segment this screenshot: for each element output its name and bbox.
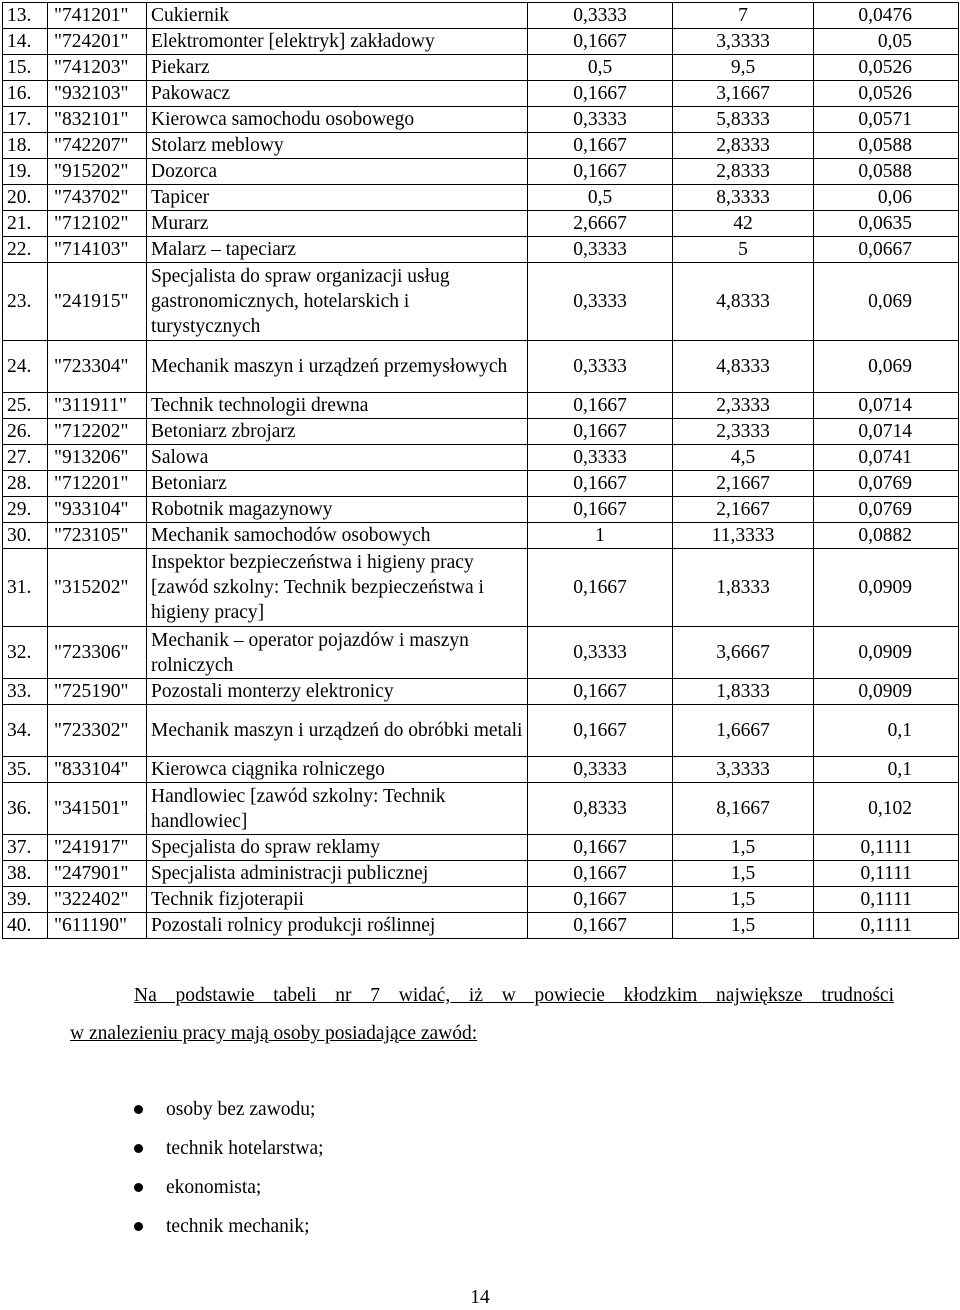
row-number-cell: 30. [3,523,48,549]
row-number-cell: 20. [3,185,48,211]
value-1-cell: 0,3333 [528,237,673,263]
occupation-code-cell: "315202" [48,549,147,627]
value-3-cell: 0,06 [814,185,959,211]
value-2-cell: 8,1667 [673,783,814,835]
table-row [3,107,959,133]
occupation-code-cell: "832101" [48,107,147,133]
value-2-cell: 8,3333 [673,185,814,211]
value-2-cell: 3,3333 [673,757,814,783]
value-2-cell: 2,8333 [673,159,814,185]
table-row [3,263,959,341]
table-row [3,29,959,55]
value-3-cell: 0,0909 [814,549,959,627]
value-3-cell: 0,0769 [814,497,959,523]
occupation-name-cell: Technik fizjoterapii [147,887,528,913]
value-3-cell: 0,0714 [814,419,959,445]
occupation-code-cell: "723105" [48,523,147,549]
value-1-cell: 0,1667 [528,835,673,861]
value-3-cell: 0,0667 [814,237,959,263]
value-3-cell: 0,0476 [814,3,959,29]
occupation-code-cell: "322402" [48,887,147,913]
value-1-cell: 0,3333 [528,263,673,341]
occupation-name-cell: Salowa [147,445,528,471]
value-2-cell: 1,5 [673,835,814,861]
value-2-cell: 2,3333 [673,419,814,445]
table-row [3,237,959,263]
value-1-cell: 2,6667 [528,211,673,237]
row-number-cell: 21. [3,211,48,237]
summary-paragraph [70,977,894,1053]
row-number-cell: 16. [3,81,48,107]
value-2-cell: 9,5 [673,55,814,81]
value-3-cell: 0,0526 [814,81,959,107]
row-number-cell: 37. [3,835,48,861]
occupation-code-cell: "723304" [48,341,147,393]
value-1-cell: 0,5 [528,55,673,81]
value-2-cell: 2,8333 [673,133,814,159]
occupation-name-cell: Robotnik magazynowy [147,497,528,523]
occupation-code-cell: "742207" [48,133,147,159]
occupation-code-cell: "724201" [48,29,147,55]
occupation-name-cell: Mechanik samochodów osobowych [147,523,528,549]
occupation-name-cell: Specjalista administracji publicznej [147,861,528,887]
value-1-cell: 1 [528,523,673,549]
table-row [3,757,959,783]
list-item [120,1168,324,1207]
value-3-cell: 0,0588 [814,133,959,159]
list-item [120,1129,324,1168]
value-1-cell: 0,1667 [528,81,673,107]
value-1-cell: 0,1667 [528,705,673,757]
occupation-code-cell: "311911" [48,393,147,419]
value-2-cell: 3,6667 [673,627,814,679]
table-row [3,627,959,679]
value-1-cell: 0,1667 [528,29,673,55]
value-2-cell: 1,5 [673,887,814,913]
table-row [3,393,959,419]
row-number-cell: 17. [3,107,48,133]
value-2-cell: 7 [673,3,814,29]
bullet-icon [134,1222,143,1231]
bullet-list [120,1090,324,1246]
row-number-cell: 19. [3,159,48,185]
value-3-cell: 0,0741 [814,445,959,471]
summary-line-2: w znalezieniu pracy mają osoby posiadające zawód: [70,1023,478,1044]
value-3-cell: 0,069 [814,341,959,393]
list-item-text: technik mechanik; [166,1216,310,1237]
row-number-cell: 39. [3,887,48,913]
occupation-name-cell: Specjalista do spraw reklamy [147,835,528,861]
value-2-cell: 42 [673,211,814,237]
occupation-name-cell: Specjalista do spraw organizacji usług gastronomicznych, hotelarskich i turystycznych [147,263,528,341]
occupation-code-cell: "712201" [48,471,147,497]
table-row [3,471,959,497]
value-2-cell: 4,8333 [673,263,814,341]
value-1-cell: 0,1667 [528,159,673,185]
value-1-cell: 0,3333 [528,757,673,783]
occupation-code-cell: "725190" [48,679,147,705]
occupation-code-cell: "241917" [48,835,147,861]
occupation-table-container [2,2,958,939]
occupation-code-cell: "915202" [48,159,147,185]
value-3-cell: 0,0588 [814,159,959,185]
value-2-cell: 2,1667 [673,497,814,523]
value-1-cell: 0,1667 [528,913,673,939]
occupation-code-cell: "341501" [48,783,147,835]
table-row [3,341,959,393]
table-row [3,549,959,627]
value-2-cell: 1,6667 [673,705,814,757]
value-3-cell: 0,1111 [814,861,959,887]
value-2-cell: 1,8333 [673,549,814,627]
table-row [3,419,959,445]
value-2-cell: 1,8333 [673,679,814,705]
row-number-cell: 24. [3,341,48,393]
occupation-name-cell: Tapicer [147,185,528,211]
bullet-icon [134,1183,143,1192]
occupation-table [2,2,959,939]
occupation-name-cell: Betoniarz [147,471,528,497]
occupation-name-cell: Cukiernik [147,3,528,29]
value-3-cell: 0,102 [814,783,959,835]
list-item [120,1207,324,1246]
table-row [3,679,959,705]
occupation-name-cell: Kierowca ciągnika rolniczego [147,757,528,783]
bullet-icon [134,1105,143,1114]
table-row [3,159,959,185]
table-row [3,887,959,913]
occupation-code-cell: "247901" [48,861,147,887]
value-3-cell: 0,1 [814,705,959,757]
occupation-code-cell: "723302" [48,705,147,757]
value-3-cell: 0,069 [814,263,959,341]
value-3-cell: 0,0714 [814,393,959,419]
table-row [3,211,959,237]
occupation-code-cell: "913206" [48,445,147,471]
occupation-code-cell: "743702" [48,185,147,211]
value-1-cell: 0,3333 [528,627,673,679]
value-2-cell: 5 [673,237,814,263]
occupation-name-cell: Mechanik – operator pojazdów i maszyn rolniczych [147,627,528,679]
row-number-cell: 33. [3,679,48,705]
occupation-code-cell: "933104" [48,497,147,523]
occupation-name-cell: Murarz [147,211,528,237]
value-3-cell: 0,0526 [814,55,959,81]
list-item-text: technik hotelarstwa; [166,1138,324,1159]
row-number-cell: 27. [3,445,48,471]
occupation-code-cell: "712202" [48,419,147,445]
table-row [3,81,959,107]
row-number-cell: 29. [3,497,48,523]
value-3-cell: 0,0909 [814,627,959,679]
table-row [3,3,959,29]
value-3-cell: 0,1111 [814,835,959,861]
value-2-cell: 1,5 [673,861,814,887]
occupation-code-cell: "932103" [48,81,147,107]
page-number: 14 [470,1287,490,1308]
table-row [3,185,959,211]
table-row [3,783,959,835]
row-number-cell: 18. [3,133,48,159]
occupation-code-cell: "241915" [48,263,147,341]
occupation-name-cell: Malarz – tapeciarz [147,237,528,263]
occupation-name-cell: Pozostali rolnicy produkcji roślinnej [147,913,528,939]
summary-line-1: Na podstawie tabeli nr 7 widać, iż w powiecie kłodzkim największe trudności [134,985,894,1006]
table-row [3,705,959,757]
value-2-cell: 2,3333 [673,393,814,419]
value-1-cell: 0,1667 [528,887,673,913]
value-1-cell: 0,1667 [528,471,673,497]
value-1-cell: 0,1667 [528,419,673,445]
occupation-name-cell: Elektromonter [elektryk] zakładowy [147,29,528,55]
occupation-name-cell: Betoniarz zbrojarz [147,419,528,445]
row-number-cell: 23. [3,263,48,341]
occupation-name-cell: Pozostali monterzy elektronicy [147,679,528,705]
value-2-cell: 1,5 [673,913,814,939]
value-3-cell: 0,0571 [814,107,959,133]
occupation-name-cell: Mechanik maszyn i urządzeń do obróbki metali [147,705,528,757]
table-row [3,445,959,471]
table-row [3,55,959,81]
bullet-icon [134,1144,143,1153]
value-1-cell: 0,8333 [528,783,673,835]
list-item-text: ekonomista; [166,1177,262,1198]
value-2-cell: 2,1667 [673,471,814,497]
occupation-name-cell: Stolarz meblowy [147,133,528,159]
value-2-cell: 11,3333 [673,523,814,549]
list-item-text: osoby bez zawodu; [166,1099,316,1120]
row-number-cell: 31. [3,549,48,627]
list-item [120,1090,324,1129]
occupation-name-cell: Dozorca [147,159,528,185]
value-1-cell: 0,5 [528,185,673,211]
value-2-cell: 4,5 [673,445,814,471]
value-2-cell: 3,1667 [673,81,814,107]
value-1-cell: 0,1667 [528,393,673,419]
value-2-cell: 5,8333 [673,107,814,133]
value-2-cell: 3,3333 [673,29,814,55]
value-1-cell: 0,1667 [528,861,673,887]
row-number-cell: 28. [3,471,48,497]
value-1-cell: 0,3333 [528,445,673,471]
occupation-name-cell: Handlowiec [zawód szkolny: Technik handlowiec] [147,783,528,835]
value-1-cell: 0,3333 [528,341,673,393]
occupation-code-cell: "611190" [48,913,147,939]
occupation-name-cell: Inspektor bezpieczeństwa i higieny pracy [zawód szkolny: Technik bezpieczeństwa i higieny pracy] [147,549,528,627]
occupation-code-cell: "741203" [48,55,147,81]
occupation-name-cell: Piekarz [147,55,528,81]
value-3-cell: 0,0635 [814,211,959,237]
value-3-cell: 0,0909 [814,679,959,705]
row-number-cell: 36. [3,783,48,835]
value-1-cell: 0,1667 [528,549,673,627]
occupation-code-cell: "741201" [48,3,147,29]
value-3-cell: 0,0769 [814,471,959,497]
value-3-cell: 0,1111 [814,887,959,913]
value-1-cell: 0,1667 [528,497,673,523]
value-3-cell: 0,0882 [814,523,959,549]
occupation-code-cell: "714103" [48,237,147,263]
occupation-code-cell: "833104" [48,757,147,783]
row-number-cell: 32. [3,627,48,679]
row-number-cell: 13. [3,3,48,29]
table-row [3,835,959,861]
row-number-cell: 35. [3,757,48,783]
value-3-cell: 0,1 [814,757,959,783]
value-1-cell: 0,3333 [528,3,673,29]
row-number-cell: 15. [3,55,48,81]
occupation-name-cell: Technik technologii drewna [147,393,528,419]
row-number-cell: 22. [3,237,48,263]
occupation-code-cell: "723306" [48,627,147,679]
value-3-cell: 0,1111 [814,913,959,939]
row-number-cell: 14. [3,29,48,55]
table-row [3,523,959,549]
value-1-cell: 0,1667 [528,133,673,159]
occupation-code-cell: "712102" [48,211,147,237]
row-number-cell: 25. [3,393,48,419]
occupation-name-cell: Pakowacz [147,81,528,107]
table-row [3,861,959,887]
row-number-cell: 34. [3,705,48,757]
value-2-cell: 4,8333 [673,341,814,393]
table-row [3,497,959,523]
occupation-name-cell: Kierowca samochodu osobowego [147,107,528,133]
value-1-cell: 0,3333 [528,107,673,133]
value-3-cell: 0,05 [814,29,959,55]
occupation-name-cell: Mechanik maszyn i urządzeń przemysłowych [147,341,528,393]
table-row [3,913,959,939]
row-number-cell: 38. [3,861,48,887]
row-number-cell: 26. [3,419,48,445]
value-1-cell: 0,1667 [528,679,673,705]
row-number-cell: 40. [3,913,48,939]
table-row [3,133,959,159]
